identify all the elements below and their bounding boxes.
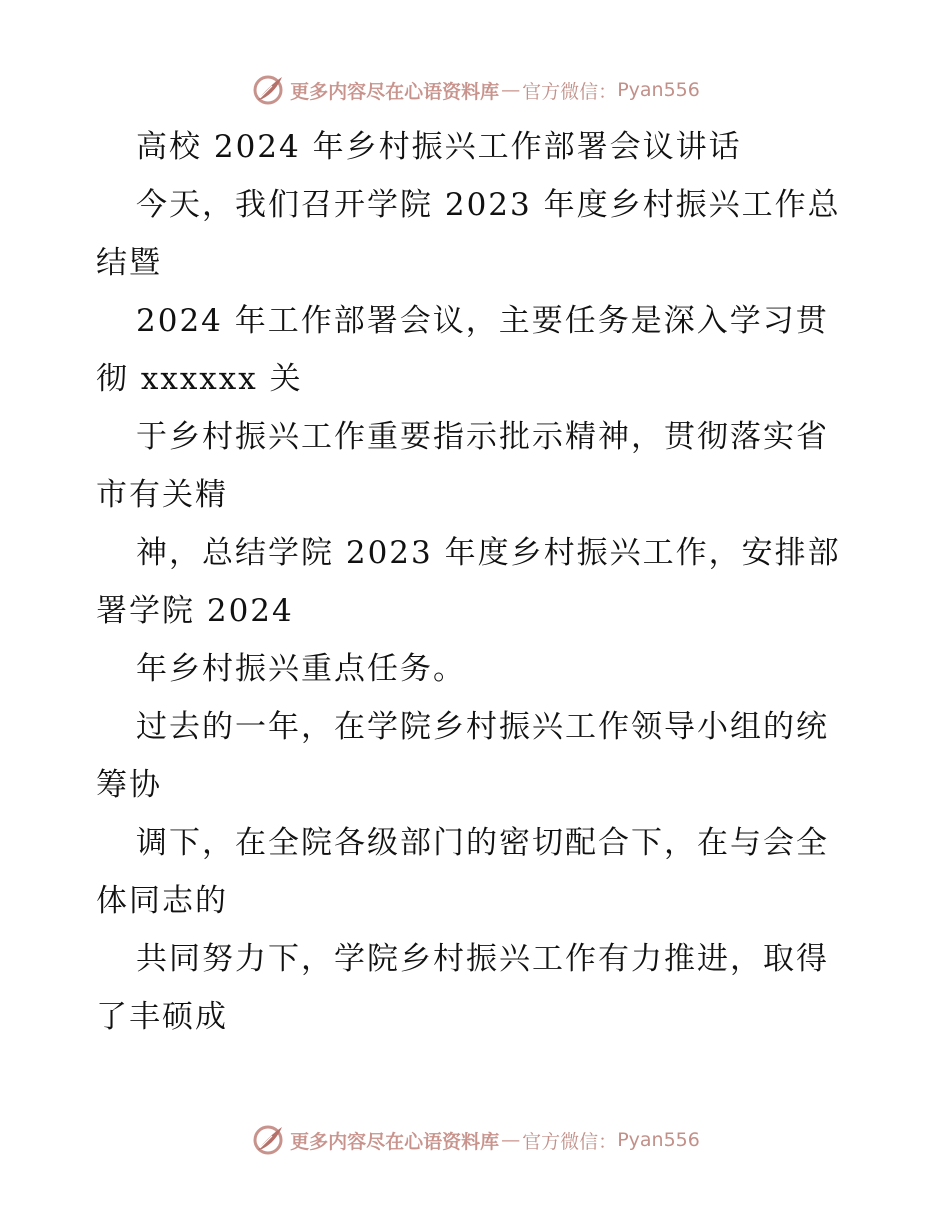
paragraph-line: 共同努力下，学院乡村振兴工作有力推进，取得 [136, 941, 829, 977]
banner-wechat-label: 官方微信： [522, 1130, 618, 1153]
paragraph-line: 结暨 [96, 245, 162, 281]
paragraph-line: 彻 xxxxxx 关 [96, 361, 303, 397]
paragraph-line: 过去的一年，在学院乡村振兴工作领导小组的统 [136, 709, 829, 745]
banner-brand-text: 更多内容尽在心语资料库 [290, 1130, 500, 1153]
paragraph-line: 今天，我们召开学院 2023 年度乡村振兴工作总 [136, 187, 841, 223]
quill-pen-logo-icon [250, 72, 286, 108]
banner-separator: — [501, 79, 521, 101]
paragraph-line: 年乡村振兴重点任务。 [136, 651, 466, 687]
header-watermark-banner [0, 70, 950, 110]
paragraph-line: 署学院 2024 [96, 593, 294, 629]
paragraph-line: 调下，在全院各级部门的密切配合下，在与会全 [136, 825, 829, 861]
paragraph-line: 市有关精 [96, 477, 228, 513]
banner-wechat-id: Pyan556 [617, 79, 700, 101]
banner-wechat-label: 官方微信： [522, 80, 618, 103]
document-body [96, 118, 856, 1046]
banner-brand-text: 更多内容尽在心语资料库 [290, 80, 500, 103]
paragraph-line: 体同志的 [96, 883, 228, 919]
paragraph-line: 神，总结学院 2023 年度乡村振兴工作，安排部 [136, 535, 841, 571]
quill-pen-logo-icon [250, 1122, 286, 1158]
banner-wechat-id: Pyan556 [617, 1129, 700, 1151]
footer-watermark-banner [0, 1120, 950, 1160]
paragraph-line: 了丰硕成 [96, 999, 228, 1035]
paragraph-line: 2024 年工作部署会议，主要任务是深入学习贯 [136, 303, 829, 339]
banner-separator: — [501, 1129, 521, 1151]
paragraph-line: 于乡村振兴工作重要指示批示精神，贯彻落实省 [136, 419, 829, 455]
document-title: 高校 2024 年乡村振兴工作部署会议讲话 [136, 129, 742, 165]
paragraph-line: 筹协 [96, 767, 162, 803]
